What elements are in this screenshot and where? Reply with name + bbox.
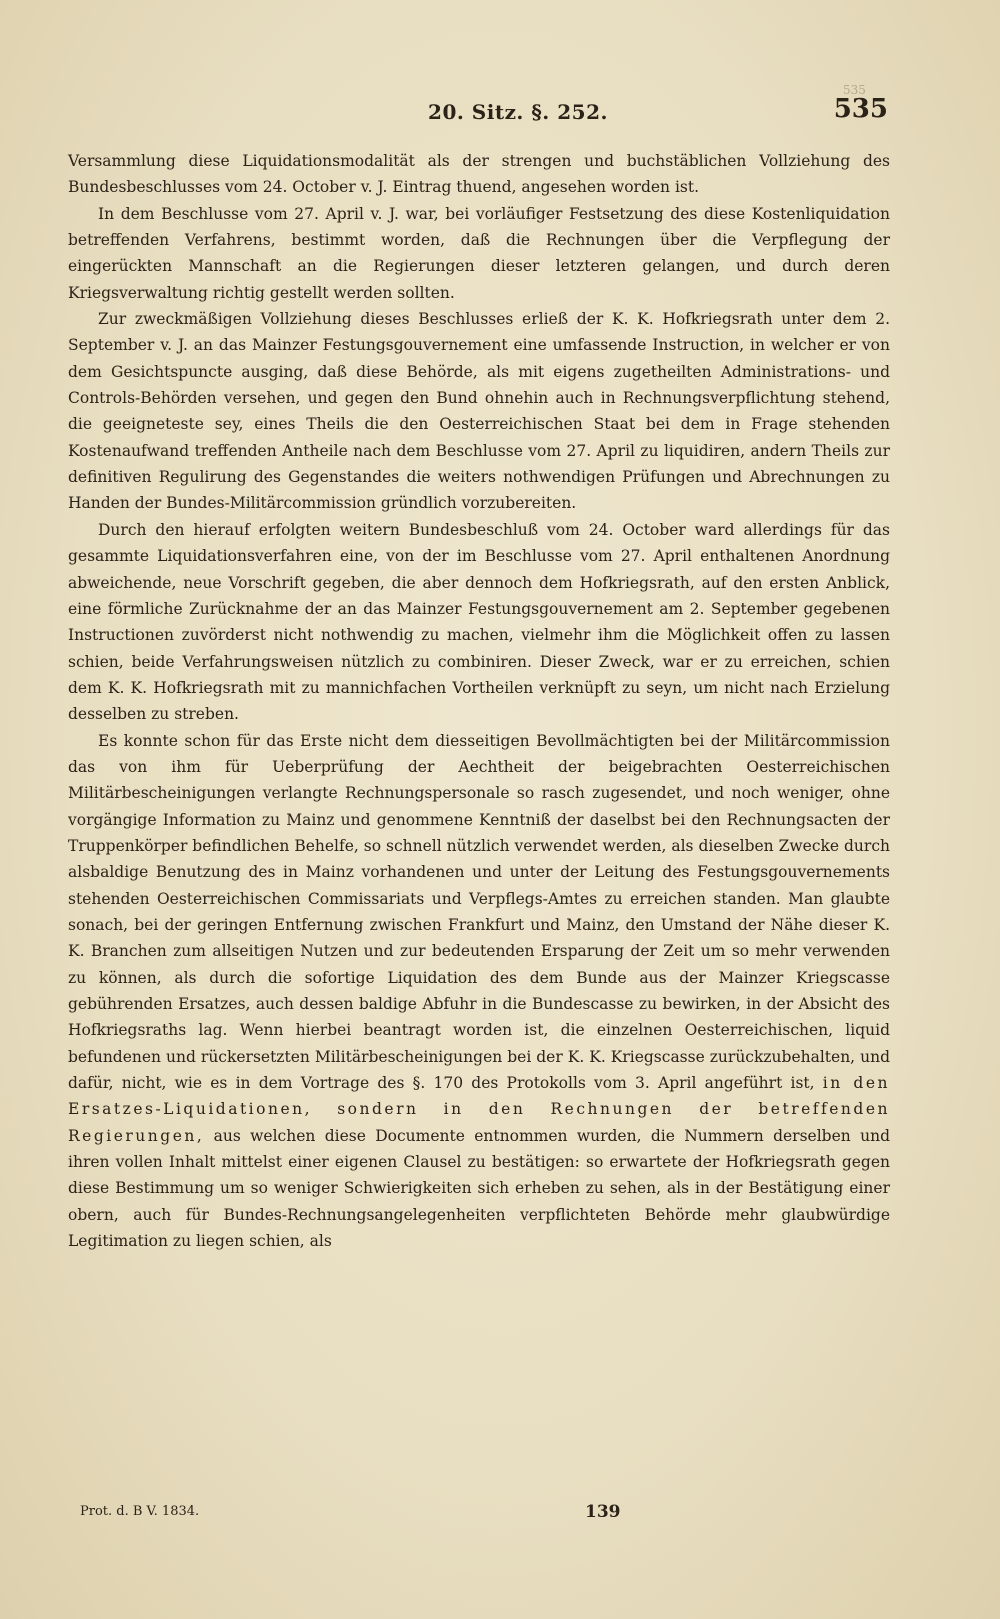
body-text <box>68 148 890 1254</box>
corner-mark: 535 <box>843 83 866 97</box>
emphasized-text: in den Ersatzes-Liquidationen, sondern in den Rechnungen der betreffenden Regierungen, <box>68 1074 890 1145</box>
paragraph: Versammlung diese Liquidationsmodalität als der strengen und buchstäblichen Vollziehung des Bundesbeschlusses vom 24. October v. J. Eintrag thuend, angesehen worden ist. <box>68 152 890 197</box>
paragraph: Durch den hierauf erfolgten weitern Bundesbeschluß vom 24. October ward allerdings für das gesammte Liquidationsverfahren eine, von der im Beschlusse vom 27. April enthaltenen Anordnung abweichende, neue Vorschrift gegeben, die aber dennoch dem Hofkriegsrath, auf den ersten Anblick, eine förmliche Zurücknahme der an das Mainzer Festungsgouvernement am 2. September gegebenen Instructionen zuvörderst nicht nothwendig zu machen, vielmehr ihm die Möglichkeit offen zu lassen schien, beide Verfahrungsweisen nützlich zu combiniren. Dieser Zweck, war er zu erreichen, schien dem K. K. Hofkriegsrath mit zu mannichfachen Vortheilen verknüpft zu seyn, um nicht nach Erzielung desselben zu streben. <box>68 520 890 724</box>
running-title: 20. Sitz. §. 252. <box>428 100 608 124</box>
paragraph: In dem Beschlusse vom 27. April v. J. war, bei vorläufiger Festsetzung des diese Kostenliquidation betreffenden Verfahrens, bestimmt worden, daß die Rechnungen über die Verpflegung der eingerückten Mannschaft an die Regierungen dieser letzteren gelangen, und durch deren Kriegsverwaltung richtig gestellt werden sollten. <box>68 204 890 302</box>
paragraph: Zur zweckmäßigen Vollziehung dieses Beschlusses erließ der K. K. Hofkriegsrath unter dem 2. September v. J. an das Mainzer Festungsgouvernement eine umfassende Instruction, in welcher er von dem Gesichtspuncte ausging, daß diese Behörde, als mit eigens zugetheilten Administrations- und Controls-Behörden versehen, und gegen den Bund ohnehin auch in Rechnungsverpflichtung stehend, die geeigneteste sey, eines Theils die den Oesterreichischen Staat bei dem in Frage stehenden Kostenaufwand treffenden Antheile nach dem Beschlusse vom 27. April zu liquidiren, andern Theils zur definitiven Regulirung des Gegenstandes die weiters nothwendigen Prüfungen und Abrechnungen zu Handen der Bundes-Militärcommission gründlich vorzubereiten. <box>68 310 890 513</box>
page-header <box>68 94 888 140</box>
page-number: 535 <box>833 94 888 124</box>
paragraph-text: Es konnte schon für das Erste nicht dem diesseitigen Bevollmächtigten bei der Militärcommission das von ihm für Ueberprüfung der Aechtheit der beigebrachten Oesterreichischen Militärbescheinigungen verlangte Rechnungspersonale so rasch zugesendet, und noch weniger, ohne vorgängige Information zu Mainz und genommene Kenntniß der daselbst bei den Rechnungsacten der Truppenkörper befindlichen Behelfe, so schnell nützlich verwendet werden, als dieselben Zwecke durch alsbaldige Benutzung des in Mainz vorhandenen und unter der Leitung des Festungsgouvernements stehenden Oesterreichischen Commissariats und Verpflegs-Amtes zu erreichen standen. Man glaubte sonach, bei der geringen Entfernung zwischen Frankfurt und Mainz, den Umstand der Nähe dieser K. K. Branchen zum allseitigen Nutzen und zur bedeutenden Ersparung der Zeit um so mehr verwenden zu können, als durch die sofortige Liquidation des dem Bunde aus der Mainzer Kriegscasse gebührenden Ersatzes, auch dessen baldige Abfuhr in die Bundescasse zu bewirken, in der Absicht des Hofkriegsraths lag. Wenn hierbei beantragt worden ist, die einzelnen Oesterreichischen, liquid befundenen und rückersetzten Militärbescheinigungen bei der K. K. Kriegscasse zurückzubehalten, und dafür, nicht, wie es in dem Vortrage des §. 170 des Protokolls vom 3. April angeführt ist, <box>68 731 890 1093</box>
paragraph-text: aus welchen diese Documente entnommen wurden, die Nummern derselben und ihren vollen Inhalt mittelst einer eigenen Clausel zu bestätigen: so erwartete der Hofkriegsrath gegen diese Bestimmung um so weniger Schwierigkeiten sich erheben zu sehen, als in der Bestätigung einer obern, auch für Bundes-Rechnungsangelegenheiten verpflichteten Behörde mehr glaubwürdige Legitimation zu liegen schien, als <box>68 1126 890 1251</box>
paragraph-last <box>68 728 890 1255</box>
page-footer <box>80 1502 890 1528</box>
sheet-number: 139 <box>585 1502 621 1522</box>
footer-signature: Prot. d. B V. 1834. <box>80 1504 200 1519</box>
